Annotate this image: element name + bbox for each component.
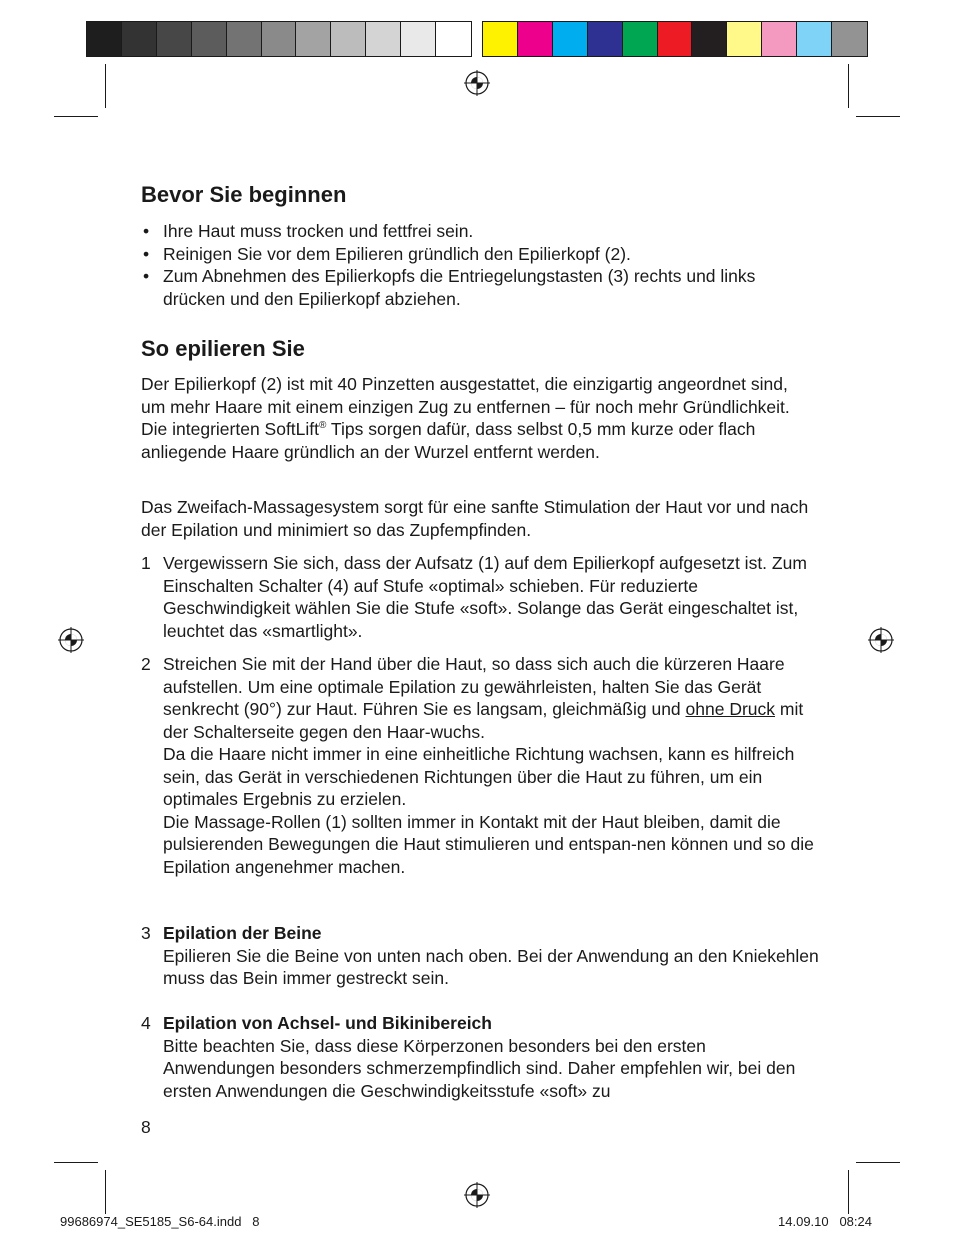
color-swatch <box>518 22 553 56</box>
color-swatch <box>658 22 693 56</box>
registration-mark-icon <box>868 627 894 653</box>
step-text: Die Massage-Rollen (1) sollten immer in Kontakt mit der Haut bleiben, damit die pulsierenden Bewegungen die Haut stimulieren und entspan-nen können und so die Epilation angenehmer machen. <box>163 811 814 877</box>
step-number: 3 <box>141 923 151 943</box>
color-swatch <box>436 22 471 56</box>
color-swatch <box>762 22 797 56</box>
page-number: 8 <box>141 1117 151 1137</box>
color-swatch <box>331 22 366 56</box>
step-item <box>141 922 821 990</box>
step-text: Epilieren Sie die Beine von unten nach oben. Bei der Anwendung an den Kniekehlen muss das Bein immer gestreckt sein. <box>163 945 819 988</box>
color-swatch <box>192 22 227 56</box>
step-number: 2 <box>141 654 151 674</box>
crop-mark <box>856 1162 900 1163</box>
registration-mark-icon <box>58 627 84 653</box>
crop-mark <box>105 64 106 108</box>
color-swatch <box>692 22 727 56</box>
color-swatch <box>727 22 762 56</box>
step-heading: Epilation der Beine <box>163 923 322 943</box>
step-text: Da die Haare nicht immer in eine einheitliche Richtung wachsen, kann es hilfreich sein, das Gerät in verschiedenen Richtungen über die Haut zu führen, um ein optimales Ergebnis zu erzielen. <box>163 744 795 809</box>
crop-mark <box>105 1170 106 1214</box>
footer-filename: 99686974_SE5185_S6-64.indd 8 <box>60 1214 260 1229</box>
registered-mark: ® <box>319 420 327 432</box>
crop-mark <box>54 116 98 117</box>
section-title: Bevor Sie beginnen <box>141 182 347 207</box>
step-text: Vergewissern Sie sich, dass der Aufsatz (1) auf dem Epilierkopf aufgesetzt ist. Zum Einschalten Schalter (4) auf Stufe «optimal» schieben. Für reduzierte Geschwindigkeit wählen Sie die Stufe «soft». Solange das Gerät eingeschaltet ist, leuchtet das «smartlight». <box>163 553 807 641</box>
step-number: 4 <box>141 1013 151 1033</box>
section-title: So epilieren Sie <box>141 336 305 361</box>
step-text: Bitte beachten Sie, dass diese Körperzonen besonders bei den ersten Anwendungen besonders schmerzempfindlich sind. Daher empfehlen wir, bei den ersten Anwendungen die Geschwindigkeitsstufe «soft» zu <box>163 1035 796 1101</box>
list-item: • Ihre Haut muss trocken und fettfrei sein. <box>141 220 821 243</box>
step-item <box>141 552 821 642</box>
color-swatch <box>366 22 401 56</box>
crop-mark <box>848 64 849 108</box>
color-swatch <box>227 22 262 56</box>
step-text-part: Streichen Sie mit der Hand über die Haut, so dass sich auch die kürzeren Haare aufstellen. Um eine optimale Epilation zu gewährleisten, halten Sie das Gerät senkrecht (90°) zur Haut. Führen Sie es langsam, gleichmäßig und <box>163 654 785 719</box>
color-swatch <box>262 22 297 56</box>
crop-mark <box>848 1170 849 1214</box>
bullet-list <box>141 220 821 310</box>
step-number: 1 <box>141 553 151 573</box>
color-swatch <box>797 22 832 56</box>
color-swatch <box>623 22 658 56</box>
color-swatch <box>157 22 192 56</box>
step-text-part: mit der Schalterseite gegen den Haar-wuchs. <box>163 699 804 742</box>
color-swatch <box>832 22 867 56</box>
crop-mark <box>856 116 900 117</box>
list-item: • Zum Abnehmen des Epilierkopfs die Entriegelungstasten (3) rechts und links drücken und den Epilierkopf abziehen. <box>141 265 821 310</box>
emphasis-underline: ohne Druck <box>685 699 776 719</box>
paragraph <box>141 373 813 463</box>
grayscale-calibration-bar <box>86 21 472 57</box>
crop-mark <box>54 1162 98 1163</box>
paragraph: Das Zweifach-Massagesystem sorgt für eine sanfte Stimulation der Haut vor und nach der Epilation und minimiert so das Zupfempfinden. <box>141 497 809 540</box>
color-swatch <box>296 22 331 56</box>
color-swatch <box>122 22 157 56</box>
registration-mark-icon <box>464 70 490 96</box>
step-item <box>141 653 821 878</box>
registration-mark-icon <box>464 1182 490 1208</box>
step-item <box>141 1012 821 1102</box>
color-swatch <box>87 22 122 56</box>
paragraph-text: Der Epilierkopf (2) ist mit 40 Pinzetten ausgestattet, die einzigartig angeordnet sind, um mehr Haare mit einem einzigen Zug zu entfernen – für noch mehr Gründlichkeit. Die integrierten SoftLift <box>141 374 790 439</box>
color-swatch <box>401 22 436 56</box>
color-swatch <box>588 22 623 56</box>
list-item: • Reinigen Sie vor dem Epilieren gründlich den Epilierkopf (2). <box>141 243 821 266</box>
color-calibration-bar <box>482 21 868 57</box>
color-swatch <box>483 22 518 56</box>
step-heading: Epilation von Achsel- und Bikinibereich <box>163 1013 492 1033</box>
paragraph-text: Tips sorgen dafür, dass selbst 0,5 mm kurze oder flach anliegende Haare gründlich an der Wurzel entfernt werden. <box>141 419 756 462</box>
footer-timestamp: 14.09.10 08:24 <box>778 1214 872 1229</box>
step-text <box>163 653 821 743</box>
color-swatch <box>553 22 588 56</box>
